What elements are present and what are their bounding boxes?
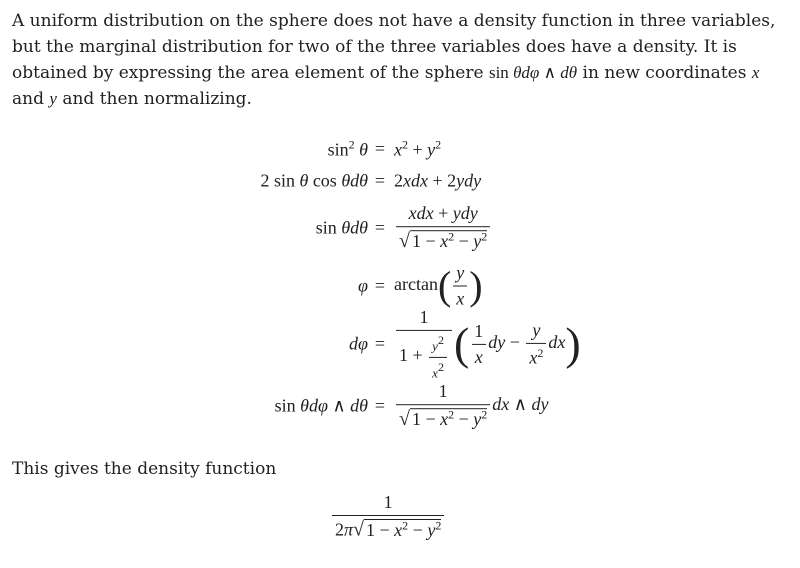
density-fraction <box>332 492 444 542</box>
eq6-rel: = <box>374 395 386 416</box>
eq3-rhs <box>394 203 492 253</box>
intro-text-4: and then normalizing. <box>56 89 252 109</box>
intro-var-y: y <box>49 89 57 108</box>
density-formula <box>330 492 446 542</box>
intro-text-3: and <box>12 89 50 109</box>
equation-6 <box>0 378 800 434</box>
intro-text-2: in new coordinates <box>577 63 752 83</box>
eq6-lhs: sin θdφ ∧ dθ <box>274 395 368 416</box>
intro-math-area: sin θdφ ∧ dθ <box>488 63 578 82</box>
equation-2 <box>0 161 800 201</box>
intro-var-x: x <box>751 63 760 82</box>
eq5-rel: = <box>374 333 386 354</box>
eq6-fraction: $\frac{1}{√ 1 - x^2 - y^2}$ <box>396 381 490 431</box>
equation-4 <box>0 262 800 310</box>
eq3-numerator: xdx + ydy <box>408 203 478 224</box>
eq3-lhs: sin θdθ <box>315 217 368 238</box>
eq2-rel: = <box>374 170 386 191</box>
eq3-rel: = <box>374 217 386 238</box>
eq6-rhs: $\frac{1}{√ 1 - x^2 - y^2}$ dx ∧ dy <box>394 381 548 431</box>
eq2-lhs: 2 sin θ cos θdθ <box>260 170 368 191</box>
eq3-denominator: √ $1 - x^2 - y^2$ <box>396 226 490 253</box>
eq5-lhs: dφ <box>349 333 368 354</box>
density-intro: This gives the density function <box>12 459 277 479</box>
equation-3 <box>0 200 800 256</box>
density-numerator: 1 <box>383 492 393 512</box>
eq4-lhs: φ <box>358 275 368 296</box>
eq5-rhs: 1 1 + $\frac{y2}{x2}$ ( $\frac{1}{x}$ dy − $\frac{y}{x^2}$ dx) <box>394 307 581 381</box>
equation-5 <box>0 306 800 381</box>
eq1-rhs: $x^2 + y^2$ <box>394 137 442 160</box>
density-denominator: 2π√ $1 - x^2 - y^2$ <box>332 515 444 542</box>
eq4-rhs: arctan( $\frac{y}{x}$ ) <box>394 262 483 309</box>
intro-text-1: A uniform distribution on the sphere does not have a density function in three variables, but the marginal distribution for two of the three variables does have a density. It is obtained by expressing the area element of the sphere <box>12 11 776 83</box>
eq3-fraction <box>396 203 490 253</box>
eq2-rhs: 2xdx + 2ydy <box>394 170 482 191</box>
eq4-rel: = <box>374 275 386 296</box>
eq5-prefactor: 1 1 + $\frac{y2}{x2}$ <box>396 307 452 381</box>
eq1-lhs: $\sin^2 \theta$ <box>327 137 368 160</box>
eq1-rel: = <box>374 138 386 159</box>
